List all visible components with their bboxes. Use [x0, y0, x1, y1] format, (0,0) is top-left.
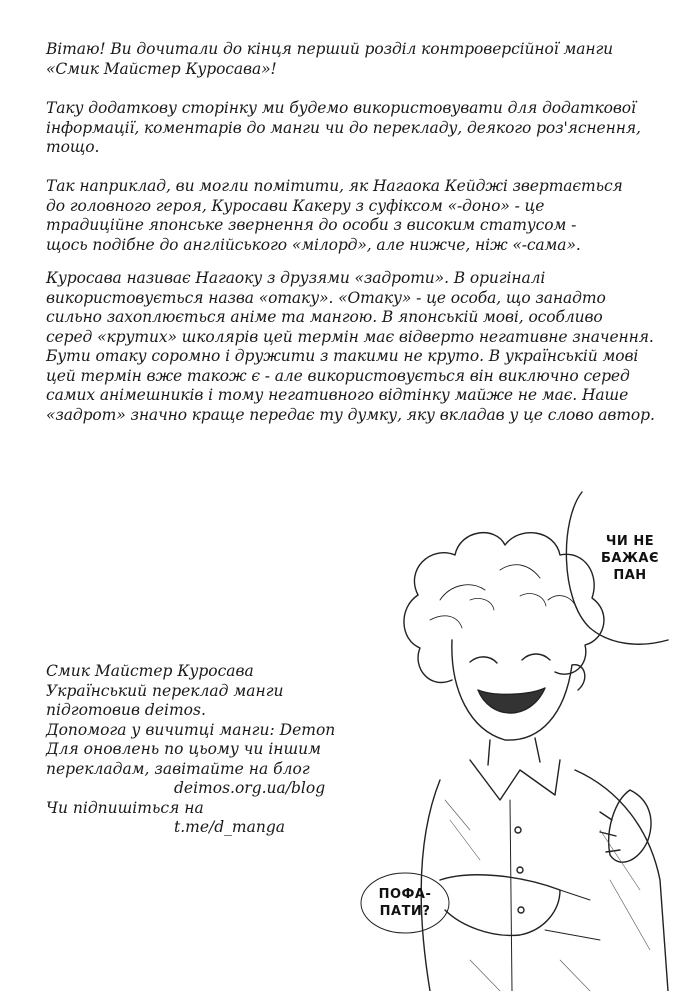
- credits-title: Смик Майстер Куросава: [46, 662, 254, 680]
- left-eye: [470, 657, 497, 663]
- text-line: сильно захоплюється аніме та мангою. В японській мові, особливо: [46, 308, 603, 326]
- speech-bubble-2: [365, 886, 445, 920]
- sleeve: [440, 875, 560, 936]
- credits-line: підготовив deimos.: [46, 701, 206, 719]
- torso-right: [575, 770, 668, 991]
- right-eye: [522, 654, 550, 660]
- text-line: цей термін вже також є - але використовується він виключно серед: [46, 366, 630, 385]
- text-line: самих анімешників і тому негативного відтінку майже не має. Наше: [46, 386, 629, 404]
- text-line: традиційне японське звернення до особи з високим статусом -: [46, 216, 577, 234]
- speech-line: БАЖАЄ: [601, 551, 659, 566]
- text-line: «Смик Майстер Куросава»!: [46, 59, 277, 78]
- text-line: Таку додаткову сторінку ми будемо використовувати для додаткової: [46, 99, 636, 117]
- speech-line: ПОФА-: [378, 887, 432, 902]
- text-line: «задрот» значно краще передає ту думку, яку вкладав у це слово автор.: [46, 405, 655, 424]
- text-line: Так наприклад, ви могли помітити, як Нагаока Кейджі звертається: [46, 177, 623, 195]
- text-line: використовується назва «отаку». «Отаку» - це особа, що занадто: [46, 288, 606, 307]
- blog-link[interactable]: deimos.org.ua/blog: [174, 779, 326, 797]
- credits-proofreader: Допомога у вичитці манги: Demon: [46, 720, 336, 739]
- text-line: щось подібне до англійського «мілорд», але нижче, ніж «-сама».: [46, 235, 581, 254]
- text-line: Вітаю! Ви дочитали до кінця перший розділ контроверсійної манги: [46, 40, 614, 58]
- text-line: тощо.: [46, 138, 100, 156]
- speech-line: ПАН: [613, 568, 647, 583]
- speech-bubble-1: [598, 533, 662, 584]
- credits-line: Чи підпишіться на: [46, 798, 204, 817]
- face-outline: [452, 640, 572, 740]
- credits-line: Український переклад манги: [46, 681, 284, 700]
- text-line: до головного героя, Куросави Какеру з суфіксом «-доно» - це: [46, 196, 545, 215]
- hair-outline-left: [404, 595, 452, 682]
- laughing-mouth: [478, 688, 545, 713]
- speech-line: ЧИ НЕ: [605, 534, 655, 549]
- text-line: Куросава називає Нагаоку з друзями «задроти». В оригіналі: [46, 269, 546, 287]
- credits-line: Для оновлень по цьому чи іншим: [46, 740, 322, 758]
- speech-line: ПАТИ?: [379, 904, 431, 919]
- credits-line: перекладам, завітайте на блог: [46, 759, 310, 778]
- text-line: Бути отаку соромно і дружити з такими не круто. В українській мові: [46, 347, 639, 365]
- text-line: інформації, коментарів до манги чи до перекладу, деякого роз'яснення,: [46, 118, 641, 137]
- telegram-link[interactable]: t.me/d_manga: [174, 818, 286, 836]
- shirt-collar: [470, 760, 560, 800]
- hair-outline: [414, 533, 604, 675]
- text-line: серед «крутих» школярів цей термін має відверто негативне значення.: [46, 327, 654, 346]
